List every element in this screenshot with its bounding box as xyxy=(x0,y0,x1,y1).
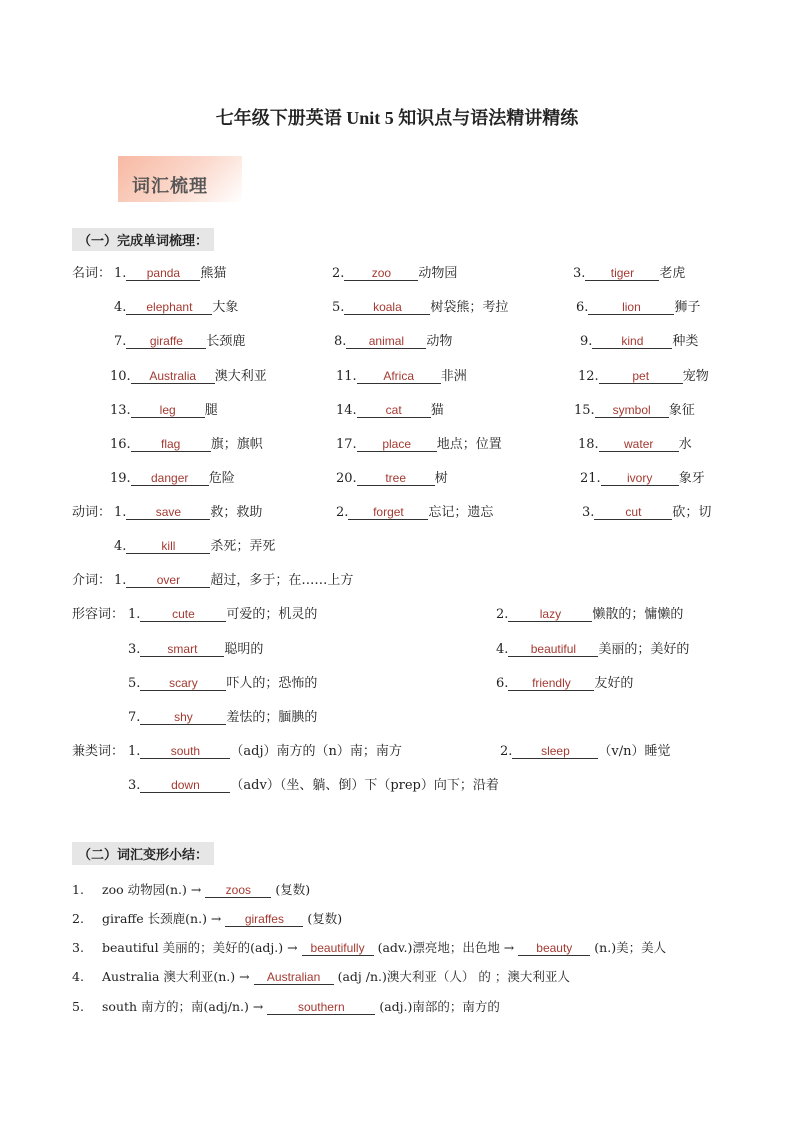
answer-blank[interactable]: over xyxy=(126,573,210,588)
answer-blank[interactable]: elephant xyxy=(126,300,212,315)
answer-blank[interactable]: kill xyxy=(126,539,210,554)
section-heading-2: （二）词汇变形小结： xyxy=(72,842,214,865)
summary-row xyxy=(72,909,342,927)
item-meaning: 狮子 xyxy=(674,300,701,315)
item-meaning: 旗；旗帜 xyxy=(210,437,263,452)
answer-blank[interactable]: tree xyxy=(357,471,435,486)
vocab-item xyxy=(496,672,633,691)
item-meaning: 危险 xyxy=(208,471,235,486)
multi-label: 兼类词： xyxy=(72,744,125,759)
vocab-item xyxy=(128,774,499,793)
summary-base: zoo 动物园(n.) → xyxy=(102,882,202,897)
vocab-item xyxy=(336,365,467,384)
item-meaning: 可爱的；机灵的 xyxy=(226,607,318,622)
answer-blank[interactable]: giraffe xyxy=(126,334,206,349)
vocab-item xyxy=(128,740,402,759)
summary-suffix-2: (n.)美；美人 xyxy=(594,940,667,955)
item-number: 8. xyxy=(334,334,347,349)
item-number: 3. xyxy=(582,505,595,520)
vocab-item xyxy=(114,296,238,315)
summary-answer-blank[interactable]: giraffes xyxy=(225,912,303,927)
item-number: 3. xyxy=(128,778,141,793)
vocab-item xyxy=(128,638,263,657)
item-meaning: 腿 xyxy=(204,403,218,418)
item-number: 6. xyxy=(576,300,589,315)
item-number: 20. xyxy=(336,471,357,486)
summary-base: beautiful 美丽的；美好的(adj.) → xyxy=(102,940,298,955)
item-meaning: 超过，多于；在……上方 xyxy=(210,573,354,588)
summary-suffix: (adj.)南部的；南方的 xyxy=(379,999,500,1014)
summary-base: Australia 澳大利亚(n.) → xyxy=(102,969,250,984)
item-meaning: 砍；切 xyxy=(672,505,712,520)
vocab-item xyxy=(332,262,457,281)
item-number: 18. xyxy=(578,437,599,452)
item-number: 21. xyxy=(580,471,601,486)
adj-label: 形容词： xyxy=(72,607,125,622)
vocab-item xyxy=(110,467,235,486)
summary-answer-blank[interactable]: southern xyxy=(267,1000,375,1015)
item-meaning: 地点；位置 xyxy=(436,437,502,452)
item-meaning: 种类 xyxy=(672,334,699,349)
answer-blank[interactable]: lion xyxy=(588,300,674,315)
nouns-label: 名词： xyxy=(72,266,112,281)
answer-blank[interactable]: panda xyxy=(126,266,200,281)
answer-blank[interactable]: down xyxy=(140,778,230,793)
vocab-item xyxy=(114,535,275,554)
item-meaning: 象牙 xyxy=(678,471,705,486)
summary-answer-blank[interactable]: Australian xyxy=(254,970,334,985)
answer-blank[interactable]: cat xyxy=(357,403,431,418)
item-meaning: 懒散的；慵懒的 xyxy=(592,607,684,622)
summary-number: 4. xyxy=(72,969,84,984)
summary-number: 3. xyxy=(72,940,84,955)
item-number: 2. xyxy=(332,266,345,281)
item-number: 11. xyxy=(336,369,357,384)
item-number: 17. xyxy=(336,437,357,452)
answer-blank[interactable]: animal xyxy=(346,334,426,349)
vocab-item xyxy=(114,501,262,520)
answer-blank[interactable]: forget xyxy=(348,505,428,520)
item-meaning: 宠物 xyxy=(682,369,709,384)
section-heading-1: （一）完成单词梳理： xyxy=(72,228,214,251)
item-meaning: 长颈鹿 xyxy=(206,334,246,349)
answer-blank[interactable]: ivory xyxy=(601,471,679,486)
item-number: 4. xyxy=(496,642,509,657)
answer-blank[interactable]: shy xyxy=(140,710,226,725)
answer-blank[interactable]: cut xyxy=(594,505,672,520)
summary-suffix: (复数) xyxy=(307,911,343,926)
item-meaning: （v/n）睡觉 xyxy=(598,744,671,759)
summary-row xyxy=(72,967,570,985)
answer-blank[interactable]: kind xyxy=(592,334,672,349)
vocab-item xyxy=(114,569,353,588)
answer-blank[interactable]: danger xyxy=(131,471,209,486)
vocab-item xyxy=(114,330,245,349)
summary-answer-blank-2[interactable]: beauty xyxy=(518,941,590,956)
answer-blank[interactable]: zoo xyxy=(344,266,418,281)
answer-blank[interactable]: Africa xyxy=(357,369,441,384)
item-meaning: 树袋熊；考拉 xyxy=(430,300,509,315)
answer-blank[interactable]: cute xyxy=(140,607,226,622)
item-number: 7. xyxy=(128,710,141,725)
vocab-item xyxy=(580,330,698,349)
answer-blank[interactable]: friendly xyxy=(508,676,594,691)
item-meaning: 杀死；弄死 xyxy=(210,539,276,554)
verbs-label: 动词： xyxy=(72,505,112,520)
vocab-item xyxy=(110,433,263,452)
item-meaning: 澳大利亚 xyxy=(214,369,267,384)
item-meaning: 救；救助 xyxy=(210,505,263,520)
vocab-item xyxy=(580,467,705,486)
summary-base: south 南方的；南(adj/n.) → xyxy=(102,999,264,1014)
banner-text: 词汇梳理 xyxy=(132,176,208,197)
summary-number: 2. xyxy=(72,911,84,926)
item-meaning: 老虎 xyxy=(659,266,686,281)
item-number: 3. xyxy=(573,266,586,281)
summary-base: giraffe 长颈鹿(n.) → xyxy=(102,911,222,926)
vocab-item xyxy=(336,501,493,520)
item-number: 12. xyxy=(578,369,599,384)
item-meaning: 非洲 xyxy=(440,369,467,384)
item-number: 1. xyxy=(128,744,141,759)
answer-blank[interactable]: south xyxy=(140,744,230,759)
item-meaning: 大象 xyxy=(212,300,239,315)
item-meaning: 象征 xyxy=(668,403,695,418)
vocab-item xyxy=(336,433,502,452)
vocab-item xyxy=(110,399,218,418)
item-meaning: 友好的 xyxy=(594,676,634,691)
vocab-item xyxy=(500,740,671,759)
item-number: 13. xyxy=(110,403,131,418)
vocab-item xyxy=(114,262,226,281)
answer-blank[interactable]: tiger xyxy=(585,266,659,281)
item-number: 10. xyxy=(110,369,131,384)
vocab-item xyxy=(128,603,317,622)
answer-blank[interactable]: Australia xyxy=(131,369,215,384)
item-meaning: 羞怯的；腼腆的 xyxy=(226,710,318,725)
item-meaning: （adv）（坐、躺、倒）下（prep）向下；沿着 xyxy=(230,778,499,793)
item-meaning: 水 xyxy=(678,437,692,452)
item-number: 1. xyxy=(114,505,127,520)
summary-row xyxy=(72,880,310,898)
vocab-item xyxy=(582,501,711,520)
vocab-banner xyxy=(118,156,242,202)
answer-blank[interactable]: save xyxy=(126,505,210,520)
item-number: 16. xyxy=(110,437,131,452)
answer-blank[interactable]: koala xyxy=(344,300,430,315)
item-number: 2. xyxy=(496,607,509,622)
item-number: 14. xyxy=(336,403,357,418)
vocab-item xyxy=(336,399,444,418)
answer-blank[interactable]: sleep xyxy=(512,744,598,759)
page-title: 七年级下册英语 Unit 5 知识点与语法精讲精练 xyxy=(215,108,579,128)
answer-blank[interactable]: beautiful xyxy=(508,642,598,657)
item-meaning: 动物 xyxy=(426,334,453,349)
vocab-item xyxy=(110,365,267,384)
summary-row xyxy=(72,938,666,956)
vocab-item xyxy=(578,365,709,384)
summary-suffix: (adj /n.)澳大利亚（人） 的 ；澳大利亚人 xyxy=(337,969,570,984)
item-number: 19. xyxy=(110,471,131,486)
vocab-item xyxy=(336,467,448,486)
summary-row xyxy=(72,997,500,1015)
item-number: 4. xyxy=(114,300,127,315)
item-number: 3. xyxy=(128,642,141,657)
vocab-item xyxy=(496,603,683,622)
item-number: 5. xyxy=(128,676,141,691)
vocab-item xyxy=(573,262,685,281)
item-meaning: （adj）南方的（n）南；南方 xyxy=(230,744,402,759)
item-number: 1. xyxy=(128,607,141,622)
vocab-item xyxy=(334,330,452,349)
item-meaning: 吓人的；恐怖的 xyxy=(226,676,318,691)
summary-suffix: (adv.)漂亮地；出色地 → xyxy=(377,940,515,955)
summary-number: 1. xyxy=(72,882,84,897)
item-meaning: 树 xyxy=(434,471,448,486)
item-number: 6. xyxy=(496,676,509,691)
item-meaning: 熊猫 xyxy=(200,266,227,281)
item-number: 2. xyxy=(500,744,513,759)
vocab-item xyxy=(578,433,692,452)
item-number: 9. xyxy=(580,334,593,349)
answer-blank[interactable]: smart xyxy=(140,642,224,657)
item-number: 15. xyxy=(574,403,595,418)
item-meaning: 动物园 xyxy=(418,266,458,281)
answer-blank[interactable]: symbol xyxy=(595,403,669,418)
prep-label: 介词： xyxy=(72,573,112,588)
answer-blank[interactable]: lazy xyxy=(508,607,592,622)
answer-blank[interactable]: water xyxy=(599,437,679,452)
item-meaning: 美丽的；美好的 xyxy=(598,642,690,657)
vocab-item xyxy=(576,296,700,315)
item-number: 1. xyxy=(114,266,127,281)
item-number: 1. xyxy=(114,573,127,588)
vocab-item xyxy=(128,706,317,725)
item-number: 7. xyxy=(114,334,127,349)
answer-blank[interactable]: leg xyxy=(131,403,205,418)
summary-suffix: (复数) xyxy=(275,882,311,897)
item-number: 2. xyxy=(336,505,349,520)
item-meaning: 猫 xyxy=(430,403,444,418)
vocab-item xyxy=(128,672,317,691)
vocab-item xyxy=(332,296,508,315)
item-meaning: 聪明的 xyxy=(224,642,264,657)
item-number: 5. xyxy=(332,300,345,315)
answer-blank[interactable]: place xyxy=(357,437,437,452)
item-meaning: 忘记；遗忘 xyxy=(428,505,494,520)
vocab-item xyxy=(496,638,689,657)
answer-blank[interactable]: scary xyxy=(140,676,226,691)
vocab-item xyxy=(574,399,695,418)
summary-answer-blank[interactable]: zoos xyxy=(205,883,271,898)
summary-number: 5. xyxy=(72,999,84,1014)
answer-blank[interactable]: pet xyxy=(599,369,683,384)
answer-blank[interactable]: flag xyxy=(131,437,211,452)
summary-answer-blank[interactable]: beautifully xyxy=(302,941,374,956)
item-number: 4. xyxy=(114,539,127,554)
